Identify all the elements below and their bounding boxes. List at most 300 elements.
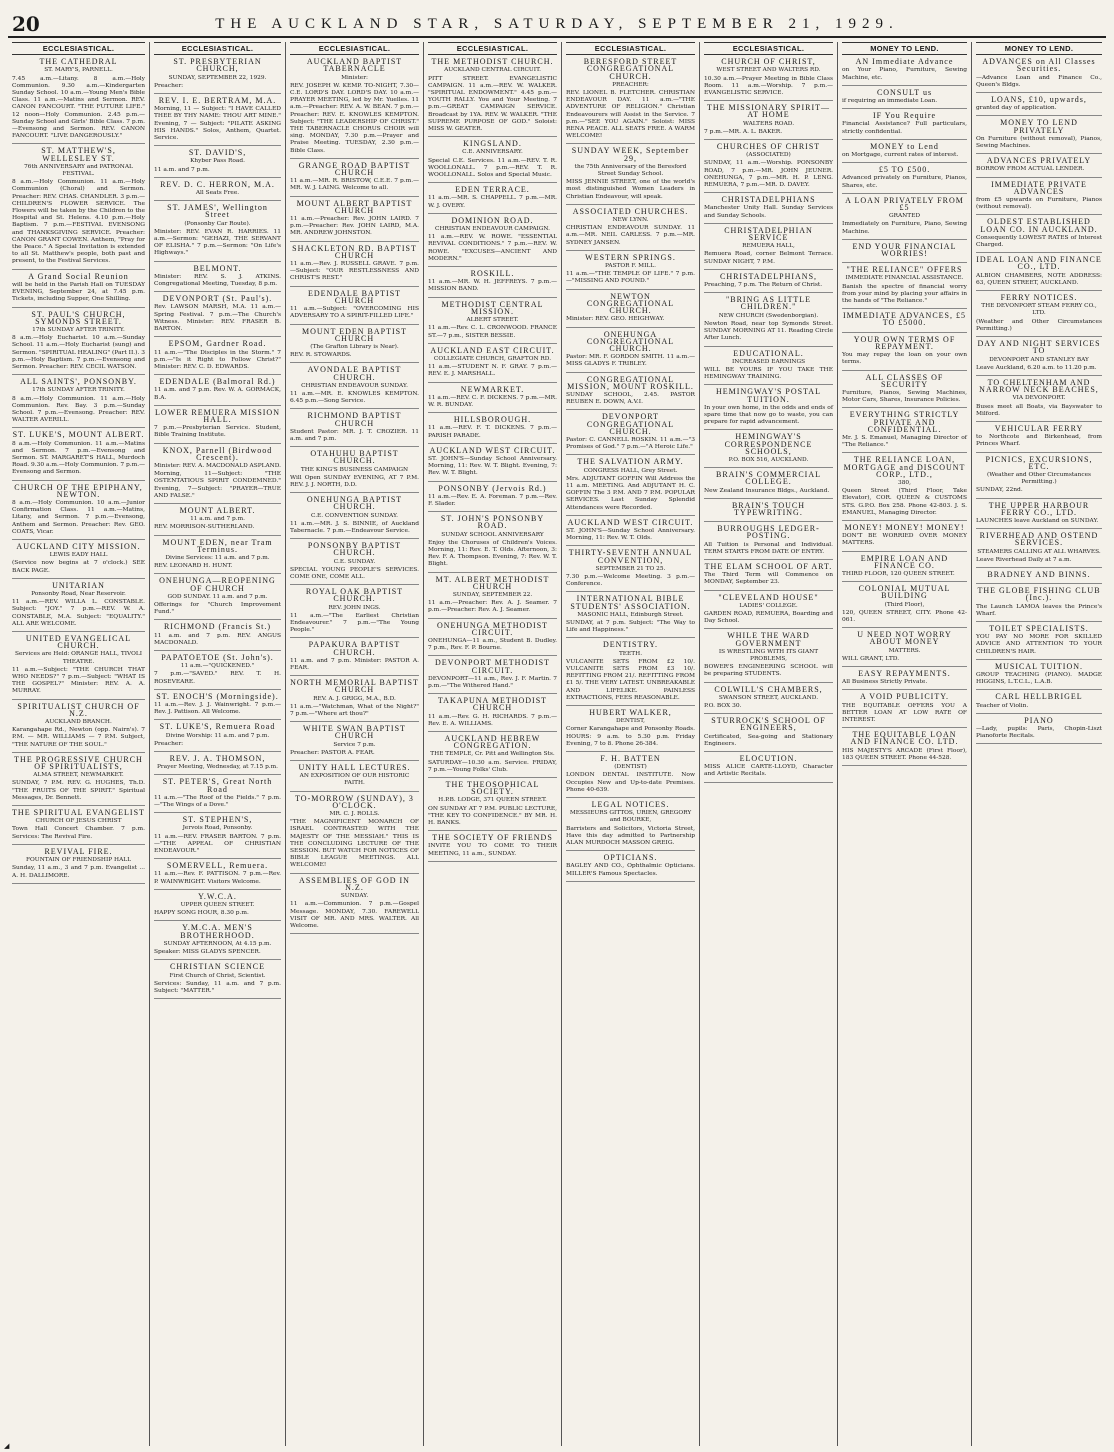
notice-body: 11 a.m.—"The Disciples in the Storm." 7 p.m.—"Is it Right to Follow Christ?" Minister: REV. C. D. EDWARDS. [154, 349, 281, 370]
notice-body: 11 a.m. and 7 p.m. [154, 166, 210, 173]
notice-body: PITT STREET. EVANGELISTIC CAMPAIGN. 11 a.m.—REV. W. WALKER. "SPIRITUAL ENDOWMENT." 4.45 p.m.—YOUTH RALLY. You and Your Meeting. 7 p.m.—GREAT CAMPAIGN SERVICE. Broadcast by 1YA. REV. W. WALKER. "THE SUPREME PURPOSE OF GOD." Soloist: MISS W. GEATER. [428, 75, 557, 133]
notice-heading: CHRISTIAN SCIENCE [169, 962, 265, 972]
notice-body: ST. JOHN'S—Sunday School Anniversary. Morning, 11: Rev. W. T. Olds. [566, 527, 695, 542]
notice-block [842, 336, 967, 371]
notice-body: will be held in the Parish Hall on TUESDAY EVENING, September 24, at 7.45 p.m. Tickets, including Supper, One Shilling. [12, 281, 145, 303]
notice-block [704, 594, 833, 630]
notice-subheading: ALBERT STREET. [466, 317, 519, 324]
notice-block [842, 89, 967, 109]
notice-heading: REV. I. E. BERTRAM, M.A. [158, 96, 277, 106]
notice-heading: THE THEOSOPHICAL SOCIETY. [445, 780, 540, 797]
notice-heading: END YOUR FINANCIAL WORRIES! [852, 241, 957, 259]
notice-body: 7 p.m.—MR. A. L. BAKER. [704, 128, 783, 135]
notice-block [290, 328, 419, 364]
notice-subheading: NEW CHURCH (Swedenborgian). [718, 312, 819, 319]
notice-block [290, 58, 419, 159]
notice-body: 11 a.m.—Communion. 7 p.m.—Gospel Message. MONDAY, 7.30. FAREWELL VISIT OF MR. AND MRS. WALTER. All Welcome. [290, 901, 419, 929]
notice-body: On Furniture (without removal), Pianos, Sewing Machines. [976, 135, 1102, 150]
notice-subheading: Minister: [341, 74, 368, 81]
notice-body: 8 a.m.—Holy Communion. 11 a.m.—Matins and Sermon. 7 p.m.—Evensong and Sermon. ST. MARGARET'S HALL, Murdoch Road. 9.30 a.m.—Holy Communion. 7 p.m.—Evensong and Sermon. [12, 440, 145, 476]
notice-subheading: SUNDAY SCHOOL ANNIVERSARY [441, 531, 544, 538]
notice-subheading: VIA DEVONPORT. [1012, 395, 1066, 402]
notice-heading: CHRISTADELPHIAN SERVICE [724, 225, 813, 243]
notice-body: 11 a.m.—Rev. E. A. Foreman. 7 p.m.—Rev. F. Slader. [428, 493, 557, 507]
notice-block [976, 693, 1102, 713]
notice-body: 11 a.m. and 7 p.m. Rev. W. A. GORMACK, B.A. [154, 387, 281, 401]
notice-body: ALBION CHAMBERS, NOTE ADDRESS: 63, QUEEN STREET, AUCKLAND. [976, 272, 1102, 286]
notice-body: 11 a.m.—Preacher: Rev. JOHN LAIRD. 7 p.m.—Preacher: Rev. JOHN LAIRD, M.A. MR. ANDREW JOHNSTON. [290, 216, 419, 237]
notice-body: Will Open SUNDAY EVENING, AT 7 P.M. REV. J. J. NORTH, D.D. [290, 474, 419, 488]
notice-body: 7 p.m.—Presbyterian Service. Student, Bible Training Institute. [154, 425, 281, 439]
notice-body: Certificated, Sea-going and Stationary Engineers. [704, 733, 833, 747]
notice-subheading: MESSIEURS GITTOS, URIEN, GREGORY and BOURKE, [569, 810, 692, 824]
notice-body: Financial Assistance? Full particulars, strictly confidential. [842, 121, 967, 135]
notice-heading: EMPIRE LOAN AND FINANCE CO. [860, 553, 949, 570]
notice-body: 120, QUEEN STREET, CITY. Phone 42-061. [842, 609, 967, 623]
notice-subheading: CHRISTIAN ENDEAVOUR SUNDAY. [301, 382, 408, 389]
notice-heading: ONEHUNGA CONGREGATIONAL CHURCH. [586, 329, 675, 353]
notice-heading: EASY REPAYMENTS. [858, 669, 951, 678]
notice-heading: AUCKLAND EAST CIRCUIT. [430, 345, 555, 355]
notice-block [154, 539, 281, 575]
notice-block [12, 273, 145, 308]
notice-body: DON'T BE WORRIED OVER MONEY MATTERS. [842, 533, 967, 547]
notice-body: Remuera Road, corner Belmont Terrace. SUNDAY NIGHT, 7 P.M. [704, 251, 833, 265]
notice-heading: ST. PRESBYTERIAN CHURCH, [173, 57, 262, 74]
notice-body: 11 a.m.—"THE TEMPLE OF LIFE." 7 p.m.—"MISSING AND FOUND." [566, 271, 695, 285]
notice-block [154, 778, 281, 813]
notice-block [566, 709, 695, 752]
notice-body: Morning, 11—Subject: "THE OSTENTATIOUS SPIRIT CONDEMNED." Evening, 7—Subject: "PRAYER—TRUE AND FALSE." [154, 471, 281, 499]
notice-block [704, 686, 833, 715]
notice-block [154, 340, 281, 375]
notice-body: 11 a.m.—"Watchman, What of the Night?" 7 p.m.—"Where art thou?" [290, 703, 419, 718]
notice-heading: ST. STEPHEN'S, [182, 815, 253, 825]
column-7 [838, 42, 972, 1446]
notice-block [704, 471, 833, 499]
notice-heading: BRAIN'S TOUCH TYPEWRITING. [731, 500, 806, 517]
notice-heading: EDUCATIONAL. [733, 348, 804, 358]
notice-subheading: (Third Floor), [884, 601, 925, 608]
notice-block [976, 218, 1102, 253]
notice-body: 11 a.m.—REV. C. F. DICKENS. 7 p.m.—MR. W. R. BUNDAY. [428, 394, 557, 408]
notice-subheading: THE KING'S BUSINESS CAMPAIGN [300, 466, 409, 473]
notice-heading: OPTICIANS. [603, 853, 658, 863]
notice-heading: THE UPPER HARBOUR FERRY CO., LTD. [988, 500, 1090, 517]
column-3 [286, 42, 424, 1446]
notice-subheading: ST. MARY'S, PARNELL. [44, 67, 113, 74]
notice-body: SUNDAY, 11 a.m.—Worship. PONSONBY ROAD, 7 p.m.—MR. JOHN JEUNER. ONEHUNGA, 7 p.m.—MR. H. P. LENG. REMUERA, 7 p.m.—MR. D. DAVEY. [704, 160, 833, 189]
notice-block [154, 204, 281, 261]
notice-heading: NEWTON CONGREGATIONAL CHURCH. [586, 291, 675, 316]
notice-subheading: SUNDAY, SEPTEMBER 22. [452, 591, 533, 598]
notice-heading: STURROCK'S SCHOOL OF ENGINEERS, [711, 716, 826, 733]
notice-heading: AUCKLAND BAPTIST TABERNACLE [306, 57, 403, 74]
notice-block [566, 331, 695, 373]
notice-body: 11 a.m.—"The Earliest Christian Endeavourer." 7 p.m.—"The Young People." [290, 612, 419, 634]
notice-subheading: MASONIC HALL, Edinburgh Street. [577, 611, 684, 618]
notice-subheading: REMUERA HALL, [742, 243, 795, 250]
notice-body: Town Hall Concert Chamber. 7 p.m. Services: The Revival Fire. [12, 826, 145, 840]
notice-heading: ELOCUTION. [739, 754, 798, 764]
notice-block [566, 595, 695, 638]
notice-body: 8 a.m.—Holy Communion. 10 a.m.—Junior Confirmation Class. 11 a.m.—Matins, Litany, and Sermon. 7 p.m.—Evensong, Anthem and Sermon. Preacher: Rev. GEO. COATS, Vicar. [12, 499, 145, 535]
notice-block [976, 663, 1102, 691]
notice-heading: MONEY! MONEY! MONEY! [844, 522, 965, 532]
notice-block [154, 654, 281, 690]
notice-heading: TAKAPUNA METHODIST CHURCH [437, 696, 548, 713]
notice-block [842, 693, 967, 728]
notice-body: ONEHUNGA—11 a.m., Student B. Dudley. 7 p.m., Rev. F. P. Bourne. [428, 638, 557, 652]
notice-heading: THE ELAM SCHOOL OF ART. [704, 561, 833, 571]
notice-block [154, 963, 281, 999]
notice-block [154, 97, 281, 146]
notice-heading: EPSOM, Gardner Road. [168, 339, 267, 349]
notice-body: SPECIAL YOUNG PEOPLE'S SERVICES. COME ONE, COME ALL. [290, 566, 419, 580]
notice-heading: LEGAL NOTICES. [591, 800, 670, 810]
notice-block [976, 96, 1102, 116]
notice-heading: HILLSBOROUGH. [453, 415, 532, 425]
notice-subheading: All Seats Free. [195, 190, 240, 197]
notice-block [976, 181, 1102, 216]
notice-subheading: AUCKLAND BRANCH. [45, 719, 112, 726]
notice-body: SUNDAY, at 7 p.m. Subject: "The Way to Life and Happiness." [566, 620, 695, 634]
notice-subheading: the 75th Anniversary of the Beresford Street Sunday School. [574, 163, 687, 178]
notice-body: 11 a.m.—"The Roof of the Fields." 7 p.m.—"The Wings of a Dove." [154, 794, 281, 809]
notice-subheading: 11 a.m.—"QUICKENED." [180, 663, 255, 670]
notice-block [428, 58, 557, 137]
notice-heading: ST. JOHN'S PONSONBY ROAD. [440, 514, 545, 531]
notice-body: Mrs. ADJUTANT GOFFIN Will Address the 11 a.m. MEETING. And ADJUTANT H. C. GOFFIN The 3 P.M. AND 7 P.M. POPULAR SERVICES. Last Sunday Splendid Attendances were Recorded. [566, 475, 695, 511]
notice-body: Buses meet all Boats, via Bayswater to Milford. [976, 403, 1102, 417]
column-1 [8, 42, 150, 1446]
notice-subheading: REV. JOHN INGS. [328, 604, 381, 611]
notice-heading: RIVERHEAD AND OSTEND SERVICES. [979, 531, 1099, 548]
masthead [8, 10, 1106, 38]
notice-heading: EDEN TERRACE. [455, 185, 530, 195]
notice-body: YOU PAY NO MORE FOR SKILLED ADVICE AND ATTENTION TO YOUR CHILDREN'S HAIR. [976, 634, 1102, 655]
notice-block [154, 723, 281, 752]
section-heading: ECCLESIASTICAL. [154, 42, 281, 55]
notice-subheading: 11 a.m. and 7 p.m. [190, 516, 245, 523]
notice-block [976, 532, 1102, 568]
notice-block [154, 755, 281, 775]
notice-block [842, 112, 967, 140]
notice-block [290, 496, 419, 539]
notice-subheading: THE TEMPLE, Cr. Pitt and Wellington Sts. [430, 751, 555, 758]
notice-body: VULCANITE SETS FROM £2 10/. VULCANITE SETS FROM £3 10/. REFITTING FROM 21/. REFITTING FROM £1 5/. THE VERY LATEST. UNBREAKABLE AND LIFELIKE. PAINLESS EXTRACTIONS, FEES REASONABLE. [566, 658, 695, 701]
notice-block [12, 378, 145, 428]
notice-block [154, 816, 281, 859]
notice-subheading: REV. A. J. GRIGG, M.A., B.D. [313, 695, 396, 702]
notice-heading: REV. J. A. THOMSON, [169, 754, 266, 764]
notice-block [154, 623, 281, 651]
notice-subheading: 17th SUNDAY AFTER TRINITY. [32, 387, 125, 394]
notice-body: Minister: REV. GEO. HEIGHWAY. [566, 316, 665, 323]
notice-subheading: (Weather and Other Circumstances Permitting.) [986, 471, 1092, 486]
notice-subheading: Ponsonby Road, Near Reservoir. [31, 591, 126, 597]
notice-body: Leave Auckland, 6.20 a.m. to 11.20 p.m. [976, 364, 1097, 371]
notice-heading: PIANO [1024, 715, 1054, 725]
notice-block [704, 227, 833, 270]
notice-subheading: C.E. CONVENTION SUNDAY. [310, 512, 398, 519]
notice-body: 11 a.m.—Preacher: Rev. A. J. Seamer. 7 p.m.—Preacher: Rev. A. J. Seamer. [428, 600, 557, 614]
notice-block [566, 755, 695, 798]
notice-block [154, 149, 281, 178]
notice-heading: CONGREGATIONAL MISSION, MOUNT ROSKILL. [567, 374, 694, 391]
notice-heading: IMMEDIATE ADVANCES, £5 TO £5000. [843, 311, 966, 328]
notice-subheading: First Church of Christ, Scientist. [169, 972, 266, 979]
notice-block [566, 376, 695, 411]
notice-block [842, 456, 967, 521]
column-2 [150, 42, 286, 1446]
notice-subheading: ALMA STREET, NEWMARKET. [33, 772, 124, 779]
notice-heading: REV. D. C. HERRON, M.A. [160, 179, 275, 189]
notice-body: 11 a.m.—MR. R. BRISTOW, C.E.E. 7 p.m.—MR. W. J. LAING. Welcome to all. [290, 178, 419, 192]
notice-body: 11 a.m.—Subject: "OVERCOMING HIS ADVERSARY TO A SPIRIT-FILLED LIFE." [290, 306, 419, 320]
notice-body: Consequently LOWEST RATES of Interest Charged. [976, 234, 1102, 249]
notice-block [704, 563, 833, 591]
notice-subheading: SUNDAY AFTERNOON, At 4.15 p.m. [163, 940, 272, 947]
notice-block [704, 273, 833, 293]
notice-body: Immediately on Furniture, Piano, Sewing Machine. [842, 221, 967, 235]
notice-block [428, 447, 557, 482]
notice-body: Furniture, Pianos, Sewing Machines, Motor Cars, Shares, Insurance Policies. [842, 389, 967, 404]
notice-body: SUNDAY, 22nd. [976, 487, 1023, 494]
notice-heading: A LOAN PRIVATELY FROM £5 [845, 195, 964, 213]
notice-subheading: AN EXPOSITION OF OUR HISTORIC FAITH. [299, 773, 410, 787]
notice-subheading: SEPTEMBER 21 TO 25. [595, 565, 666, 572]
notice-subheading: IMMEDIATE FINANCIAL ASSISTANCE. [845, 275, 964, 282]
notice-body: if requiring an immediate Loan. [842, 98, 938, 105]
notice-body: 11 a.m.—Rev. C. L. CRONWOOD. FRANCE ST.—7 p.m., SISTER BESSIE. [428, 325, 557, 339]
notice-heading: SPIRITUALIST CHURCH OF N.Z. [17, 701, 140, 718]
notice-body: CHRISTIAN ENDEAVOUR SUNDAY. 11 a.m.—MR. NEIL CARLESS. 7 p.m.—MR. SYDNEY JANSEN. [566, 225, 695, 246]
notice-heading: ADVANCES on All Classes Securities. [982, 57, 1096, 74]
notice-block [290, 764, 419, 792]
notice-block [976, 717, 1102, 745]
notice-heading: EDENDALE (Balmoral Rd.) [159, 377, 276, 387]
notice-subheading: 380, [898, 479, 911, 486]
notice-body: —Advance Loan and Finance Co., Queen's Bldgs. [976, 74, 1102, 88]
notice-heading: THE GLOBE FISHING CLUB (Inc.). [977, 586, 1101, 603]
notice-body: 11 a.m.—MR. E. KNOWLES KEMPTON. 6.45 p.m.—Song Service. [290, 390, 419, 405]
notice-block [428, 416, 557, 444]
notice-block [566, 801, 695, 851]
notice-subheading: (Ponsonby Car Route). [184, 220, 251, 227]
notice-heading: TO-MORROW (SUNDAY), 3 O'CLOCK. [295, 793, 414, 810]
notice-body: BOWER'S ENGINEERING SCHOOL will be preparing STUDENTS. [704, 664, 833, 678]
notice-heading: SUNDAY WEEK, September 29, [571, 146, 690, 163]
notice-heading: OTAHUHU BAPTIST CHURCH. [310, 449, 399, 466]
notice-heading: ST. MATTHEW'S, WELLESLEY ST. [41, 146, 116, 163]
notice-block [154, 447, 281, 504]
notice-subheading: CONGRESS HALL, Grey Street. [583, 467, 678, 474]
notice-block [842, 585, 967, 628]
notice-heading: WESTERN SPRINGS. [585, 252, 676, 262]
notice-block [428, 270, 557, 298]
notice-block [842, 58, 967, 86]
column-5 [562, 42, 700, 1446]
notice-heading: A Grand Social Reunion [28, 271, 129, 281]
section-heading: ECCLESIASTICAL. [12, 42, 145, 55]
notice-heading: SHACKLETON RD. BAPTIST CHURCH [292, 243, 417, 260]
notice-heading: Y.W.C.A. [198, 891, 237, 901]
notice-body: Pastor: MR. F. GORDON SMITH. 11 a.m.—MISS GLADYS F. TRIBLEY. [566, 354, 695, 368]
notice-block [154, 924, 281, 960]
notice-subheading: Divine Services: 11 a.m. and 7 p.m. [165, 554, 270, 561]
notice-heading: KNOX, Parnell (Birdwood Crescent). [162, 445, 273, 462]
notice-subheading: CHURCH OF JESUS CHRIST [35, 818, 122, 825]
notice-block [154, 577, 281, 620]
notice-body: "THE MAGNIFICENT MONARCH OF ISRAEL CONTRASTED WITH THE MAJESTY OF THE MESSIAH." THIS IS THE CONCLUDING LECTURE OF THE SESSION. BUT WATCH FOR NOTICES OF BIBLE LEAGUE MEETINGS. ALL WELCOME! [290, 819, 419, 869]
notice-body: THE EQUITABLE OFFERS YOU A BETTER LOAN AT LOW RATE OF INTEREST. [842, 702, 967, 724]
notice-block [704, 502, 833, 522]
notice-block [154, 58, 281, 94]
notice-block [704, 196, 833, 224]
notice-body: REV. R. STOWARDS. [290, 352, 352, 359]
notice-heading: SOMERVELL, Remuera. [166, 861, 269, 871]
notice-subheading: STEAMERS CALLING AT ALL WHARVES. [977, 548, 1101, 555]
notice-block [976, 456, 1102, 499]
notice-heading: RICHMOND BAPTIST CHURCH [307, 411, 402, 428]
notice-body: Morning, 11 — Subject: "I HAVE CALLED THEE BY THY NAME: THOU ART MINE." Evening, 7 — Subject: "PILATE ASKING HIS HANDS." Solos, Anthem, Quartet. Service. [154, 106, 281, 142]
notice-block [290, 412, 419, 447]
notice-body: All Tuition is Personal and Individual. TERM STARTS FROM DATE OF ENTRY. [704, 541, 833, 555]
notice-heading: EVERYTHING STRICTLY PRIVATE AND CONFIDENTIAL. [849, 410, 960, 434]
notice-body: 11 a.m.—REV. WILLA L. CONSTABLE. Subject: "JOY." 7 p.m.—REV. W. A. CONSTABLE, M.A. Subject: "EQUALITY." ALL ARE WELCOME. [12, 599, 145, 627]
notice-heading: NEWMARKET. [460, 384, 525, 394]
notice-body: Leave Riverhead Daily at 7 a.m. [976, 556, 1072, 563]
notice-body: SUNDAY SCHOOL, 2.45. PASTOR REUBEN E. DOWN, A.V.I. [566, 391, 695, 406]
notice-subheading: IS WRESTLING WITH ITS GIANT PROBLEMS, [718, 648, 819, 662]
notice-body: from £5 upwards on Furniture, Pianos (without removal). [976, 197, 1102, 211]
notice-body: The Third Term will Commence on MONDAY, September 23. [704, 572, 833, 586]
notice-heading: THE MISSIONARY SPIRIT—AT HOME [706, 103, 831, 120]
notice-block [428, 659, 557, 694]
notice-subheading: SUNDAY. [340, 893, 369, 900]
notice-block [976, 340, 1102, 376]
notice-body: LONDON DENTAL INSTITUTE. Now Occupies New and Up-to-date Premises. Phone 40-639. [566, 772, 695, 793]
notice-heading: CARL HELLBRIGEL [995, 692, 1083, 702]
notice-block [976, 119, 1102, 154]
notice-subheading: NEW LYNN. [612, 217, 649, 224]
notice-block [12, 809, 145, 845]
notice-heading: ST. LUKE'S, Remuera Road [159, 722, 276, 732]
notice-block [842, 312, 967, 332]
notice-subheading: FOUNTAIN OF FRIENDSHIP HALL [26, 857, 131, 864]
notice-heading: THE RELIANCE LOAN, MORTGAGE and DISCOUNT CORP., LTD., [843, 455, 966, 479]
notice-subheading: WEST STREET AND WALTERS RD. [716, 67, 821, 74]
notice-heading: METHODIST CENTRAL MISSION. [441, 299, 544, 316]
notice-heading: DOMINION ROAD. [451, 215, 534, 225]
notice-heading: CHRISTADELPHIANS, [719, 271, 818, 281]
notice-block [428, 576, 557, 619]
notice-body: In your own home, in the odds and ends of spare time that now go to waste, you can prepare for rapid advancement. [704, 404, 833, 426]
notice-block [976, 571, 1102, 584]
notice-subheading: WALTERS ROAD. [742, 120, 795, 127]
notice-body: 11 a.m. and 7 p.m. Minister: PASTOR A. FEAR. [290, 657, 419, 672]
notice-body: Preaching, 7 p.m. The Return of Christ. [704, 282, 823, 289]
notice-subheading: UPPER QUEEN STREET. [180, 902, 255, 909]
notice-heading: CONSULT us [876, 87, 933, 97]
notice-heading: MOUNT EDEN, near Tram Terminus. [162, 537, 273, 554]
notice-body: on Your Piano, Furniture, Sewing Machine, etc. [842, 67, 967, 81]
notice-block [842, 374, 967, 409]
notice-heading: FERRY NOTICES. [1000, 293, 1078, 303]
notice-heading: BRAIN'S COMMERCIAL COLLEGE. [715, 470, 821, 487]
notice-block [704, 632, 833, 682]
notice-body: 8 a.m.—Holy Communion. 11 a.m.—Holy Communion. Rev. Bay. 3 p.m.—Sunday School. 7 p.m.—Evensong. Preacher: REV. WALTER AVERILL. [12, 395, 145, 424]
notice-block [428, 217, 557, 267]
notice-block [12, 58, 145, 144]
notice-heading: BELMONT. [193, 263, 242, 273]
notice-block [428, 622, 557, 657]
notice-body: 7.45 a.m.—Litany. 8 a.m.—Holy Communion. 9.30 a.m.—Kindergarten Sunday School. 10 a.m.—Young Men's Bible Class. 11 a.m.—Matins and Sermon. REV. CANON FANCOURT. "THE FUTURE LIFE." 12 noon—Holy Communion. 2.45 p.m.—Sunday School and Girls' Bible Class. 7 p.m.—Evensong and Sermon. REV. CANON FANCOURT. "LIVE DANGEROUSLY." [12, 75, 145, 140]
notice-heading: KINGSLAND. [463, 139, 522, 149]
notice-heading: LOANS, £10, upwards, [991, 95, 1087, 105]
notice-heading: AUCKLAND WEST CIRCUIT. [567, 517, 694, 527]
notice-block [290, 162, 419, 197]
notice-block [976, 587, 1102, 622]
notice-body: Barristers and Solicitors, Victoria Street, Have this day admitted to Partnership ALAN MURDOCH MASSON GREIG. [566, 825, 695, 847]
notice-subheading: Minister: REV. A. MACDONALD ASPLAND. [154, 462, 282, 469]
notice-subheading: PASTOR F. MILL. [605, 263, 656, 270]
notice-body: 7 p.m.—"SAVED." REV. T. H. ROSEVEARE. [154, 671, 281, 685]
notice-subheading: 17th SUNDAY AFTER TRINITY. [32, 326, 125, 333]
notice-block [428, 140, 557, 183]
notice-body: Sunday, 11 a.m., 3 and 7 p.m. Evangelist ... A. H. DALLIMORE. [12, 865, 145, 879]
notice-block [566, 293, 695, 328]
notice-block [12, 848, 145, 884]
notice-subheading: SUNDAY, SEPTEMBER 22, 1929. [168, 74, 267, 81]
notice-heading: F. H. BATTEN [600, 754, 661, 764]
notice-heading: ST. ENOCH'S (Morningside). [156, 691, 279, 701]
notice-block [154, 409, 281, 444]
notice-heading: TO CHELTENHAM AND NARROW NECK BEACHES, [979, 377, 1099, 395]
page-corner-mark: ◢ [4, 1442, 10, 1450]
notice-block [566, 549, 695, 592]
notice-block [566, 519, 695, 547]
notice-body: SATURDAY—10.30 a.m. Service. FRIDAY, 7 p.m.—Young Folks' Club. [428, 759, 557, 773]
notice-block [976, 157, 1102, 177]
notice-subheading: GOD SUNDAY. 11 a.m. and 7 p.m. [167, 593, 268, 600]
notice-heading: THE CATHEDRAL [39, 57, 118, 67]
notice-body: REV. LEONARD H. HUNT. [154, 563, 233, 570]
notice-block [154, 862, 281, 890]
notice-subheading: Prayer Meeting, Wednesday, at 7.15 p.m. [157, 764, 278, 771]
notice-block [976, 58, 1102, 93]
notice-heading: MONEY TO LEND PRIVATELY [1000, 118, 1078, 135]
notice-heading: MT. ALBERT METHODIST CHURCH [435, 574, 550, 591]
notice-body: on Mortgage, current rates of interest. [842, 152, 959, 159]
notice-heading: COLONIAL MUTUAL BUILDING [858, 584, 951, 601]
notice-heading: IF You Require [872, 111, 937, 121]
notice-heading: THE SALVATION ARMY. [577, 457, 684, 467]
notice-body: 8 a.m.—Holy Communion. 11 a.m.—Holy Communion (Choral) and Sermon. Preacher: REV. CHAS. CHANDLER. 3 p.m.—CHILDREN'S FLOWER SERVICE. The Flowers will be taken by the Children to the Hospital and St. Helens. 4.10 p.m.—Holy Baptism. 7 p.m.—FESTIVAL EVENSONG and THANKSGIVING SERVICE. Preacher: CANON GRANT COWEN. Anthem, "Pray for the Peace." A Special Invitation is extended to all St. Matthew's people, both past and present, to the Festival Services. [12, 179, 145, 265]
notice-subheading: (The Grafton Library is Near). [310, 343, 399, 350]
notice-body: BAGLEY AND CO., Ophthalmic Opticians. MILLER'S Famous Spectacles. [566, 863, 695, 877]
notice-subheading: MATTERS. [888, 647, 921, 654]
notice-heading: OLDEST ESTABLISHED LOAN CO. IN AUCKLAND. [980, 217, 1098, 234]
notice-block [566, 58, 695, 144]
notice-body: 11 a.m.—STUDENT N. F. GRAY. 7 p.m.—REV. E. J. MARSHALL. [428, 364, 557, 378]
notice-heading: IMMEDIATE PRIVATE ADVANCES [991, 179, 1087, 196]
notice-heading: ONEHUNGA METHODIST CIRCUIT. [436, 620, 549, 637]
notice-block [704, 388, 833, 430]
notice-block [290, 245, 419, 287]
page-number: 20 [12, 12, 40, 36]
